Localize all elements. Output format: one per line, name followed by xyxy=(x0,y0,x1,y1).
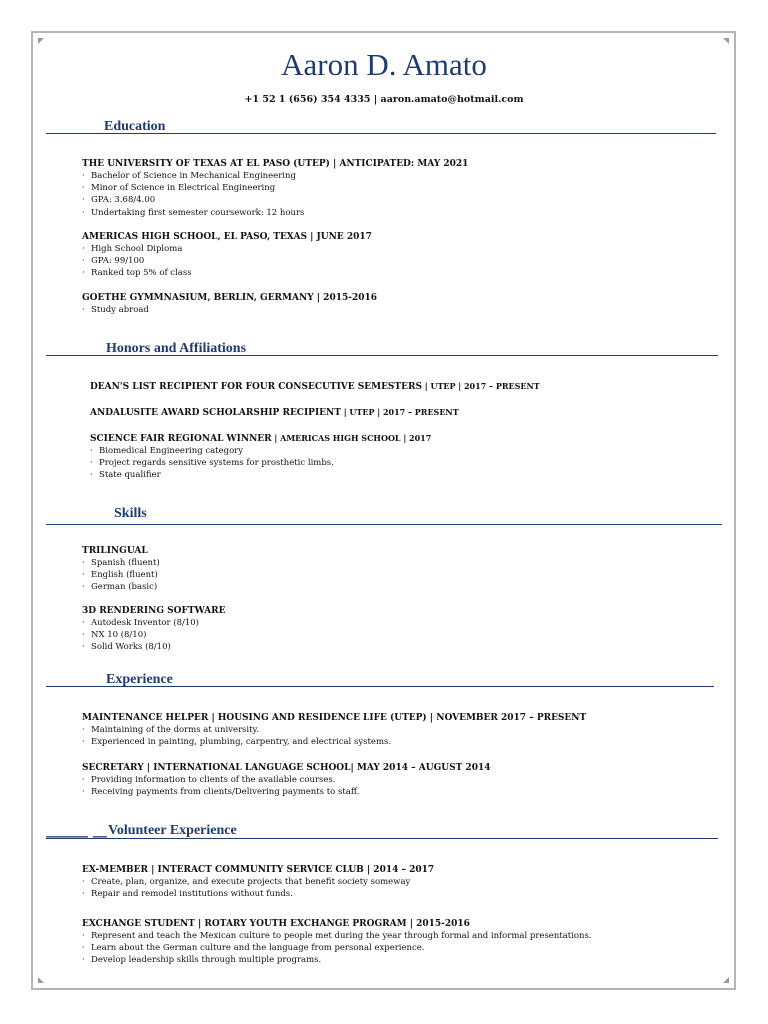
skills-entry xyxy=(82,605,225,654)
section-rule xyxy=(46,133,716,134)
entry-heading: EXCHANGE STUDENT | ROTARY YOUTH EXCHANGE PROGRAM | 2015-2016 xyxy=(82,919,470,929)
list-item: · High School Diploma xyxy=(82,243,372,255)
honor-entry xyxy=(90,406,459,419)
skills-entry xyxy=(82,545,160,594)
entry-heading: THE UNIVERSITY OF TEXAS AT EL PASO (UTEP) | ANTICIPATED: MAY 2021 xyxy=(82,159,469,169)
list-item: · Bachelor of Science in Mechanical Engineering xyxy=(82,170,468,182)
section-rule xyxy=(46,355,718,356)
entry-heading: SECRETARY | INTERNATIONAL LANGUAGE SCHOOL| MAY 2014 – AUGUST 2014 xyxy=(82,763,491,773)
corner-mark-icon xyxy=(38,977,44,983)
list-item: · Solid Works (8/10) xyxy=(82,641,225,653)
list-item: · English (fluent) xyxy=(82,569,160,581)
list-item: · Ranked top 5% of class xyxy=(82,267,372,279)
list-item: · Represent and teach the Mexican culture to people met during the year through formal and informal presentations. xyxy=(82,930,592,942)
honor-entry xyxy=(90,432,431,482)
list-item: · Create, plan, organize, and execute projects that benefit society someway xyxy=(82,876,434,888)
list-item: · Learn about the German culture and the language from personal experience. xyxy=(82,942,592,954)
list-item: · State qualifier xyxy=(90,469,431,481)
entry-heading: ANDALUSITE AWARD SCHOLARSHIP RECIPIENT | UTEP | 2017 – PRESENT xyxy=(90,407,459,418)
section-rule xyxy=(46,838,718,839)
list-item: · Autodesk Inventor (8/10) xyxy=(82,617,225,629)
list-item: · Develop leadership skills through multiple programs. xyxy=(82,954,592,966)
list-item: · Undertaking first semester coursework: 12 hours xyxy=(82,207,468,219)
resume-name: Aaron D. Amato xyxy=(281,47,487,82)
entry-heading: MAINTENANCE HELPER | HOUSING AND RESIDENCE LIFE (UTEP) | NOVEMBER 2017 – PRESENT xyxy=(82,713,587,723)
section-title-honors: Honors and Affiliations xyxy=(106,341,247,356)
list-item: · Repair and remodel institutions without funds. xyxy=(82,888,434,900)
entry-heading: AMERICAS HIGH SCHOOL, EL PASO, TEXAS | JUNE 2017 xyxy=(82,232,372,242)
section-title-experience: Experience xyxy=(106,672,173,687)
section-rule xyxy=(46,524,722,525)
section-rule xyxy=(46,686,714,687)
list-item: · GPA: 99/100 xyxy=(82,255,372,267)
section-title-education: Education xyxy=(104,119,166,134)
list-item: · Study abroad xyxy=(82,304,377,316)
list-item: · German (basic) xyxy=(82,581,160,593)
honor-entry xyxy=(90,380,540,393)
entry-heading: 3D RENDERING SOFTWARE xyxy=(82,606,226,616)
entry-heading: DEAN'S LIST RECIPIENT FOR FOUR CONSECUTIVE SEMESTERS | UTEP | 2017 – PRESENT xyxy=(90,381,540,392)
list-item: · Providing information to clients of the available courses. xyxy=(82,774,490,786)
list-item: · Minor of Science in Electrical Engineering xyxy=(82,182,468,194)
corner-mark-icon xyxy=(723,38,729,44)
list-item: · Project regards sensitive systems for prosthetic limbs. xyxy=(90,457,431,469)
education-entry xyxy=(82,158,468,219)
education-entry xyxy=(82,231,372,280)
experience-entry xyxy=(82,762,490,798)
volunteer-entry xyxy=(82,864,434,900)
list-item: · Receiving payments from clients/Delivering payments to staff. xyxy=(82,786,490,798)
entry-heading: GOETHE GYMMNASIUM, BERLIN, GERMANY | 2015-2016 xyxy=(82,293,378,303)
list-item: · Maintaining of the dorms at university. xyxy=(82,724,586,736)
entry-heading: EX-MEMBER | INTERACT COMMUNITY SERVICE CLUB | 2014 – 2017 xyxy=(82,865,435,875)
experience-entry xyxy=(82,712,586,748)
entry-heading: SCIENCE FAIR REGIONAL WINNER | AMERICAS HIGH SCHOOL | 2017 xyxy=(90,433,432,444)
volunteer-title-underline-marks: ______ __ xyxy=(46,822,107,838)
corner-mark-icon xyxy=(38,38,44,44)
section-title-volunteer: Volunteer Experience xyxy=(108,823,237,838)
list-item: · GPA: 3.68/4.00 xyxy=(82,194,468,206)
list-item: · Spanish (fluent) xyxy=(82,557,160,569)
entry-heading: TRILINGUAL xyxy=(82,546,148,556)
list-item: · NX 10 (8/10) xyxy=(82,629,225,641)
section-title-skills: Skills xyxy=(114,506,147,521)
list-item: · Experienced in painting, plumbing, carpentry, and electrical systems. xyxy=(82,736,586,748)
contact-info: +1 52 1 (656) 354 4335 | aaron.amato@hotmail.com xyxy=(244,94,524,105)
education-entry xyxy=(82,292,377,316)
volunteer-entry xyxy=(82,918,592,967)
corner-mark-icon xyxy=(723,977,729,983)
list-item: · Biomedical Engineering category xyxy=(90,445,431,457)
